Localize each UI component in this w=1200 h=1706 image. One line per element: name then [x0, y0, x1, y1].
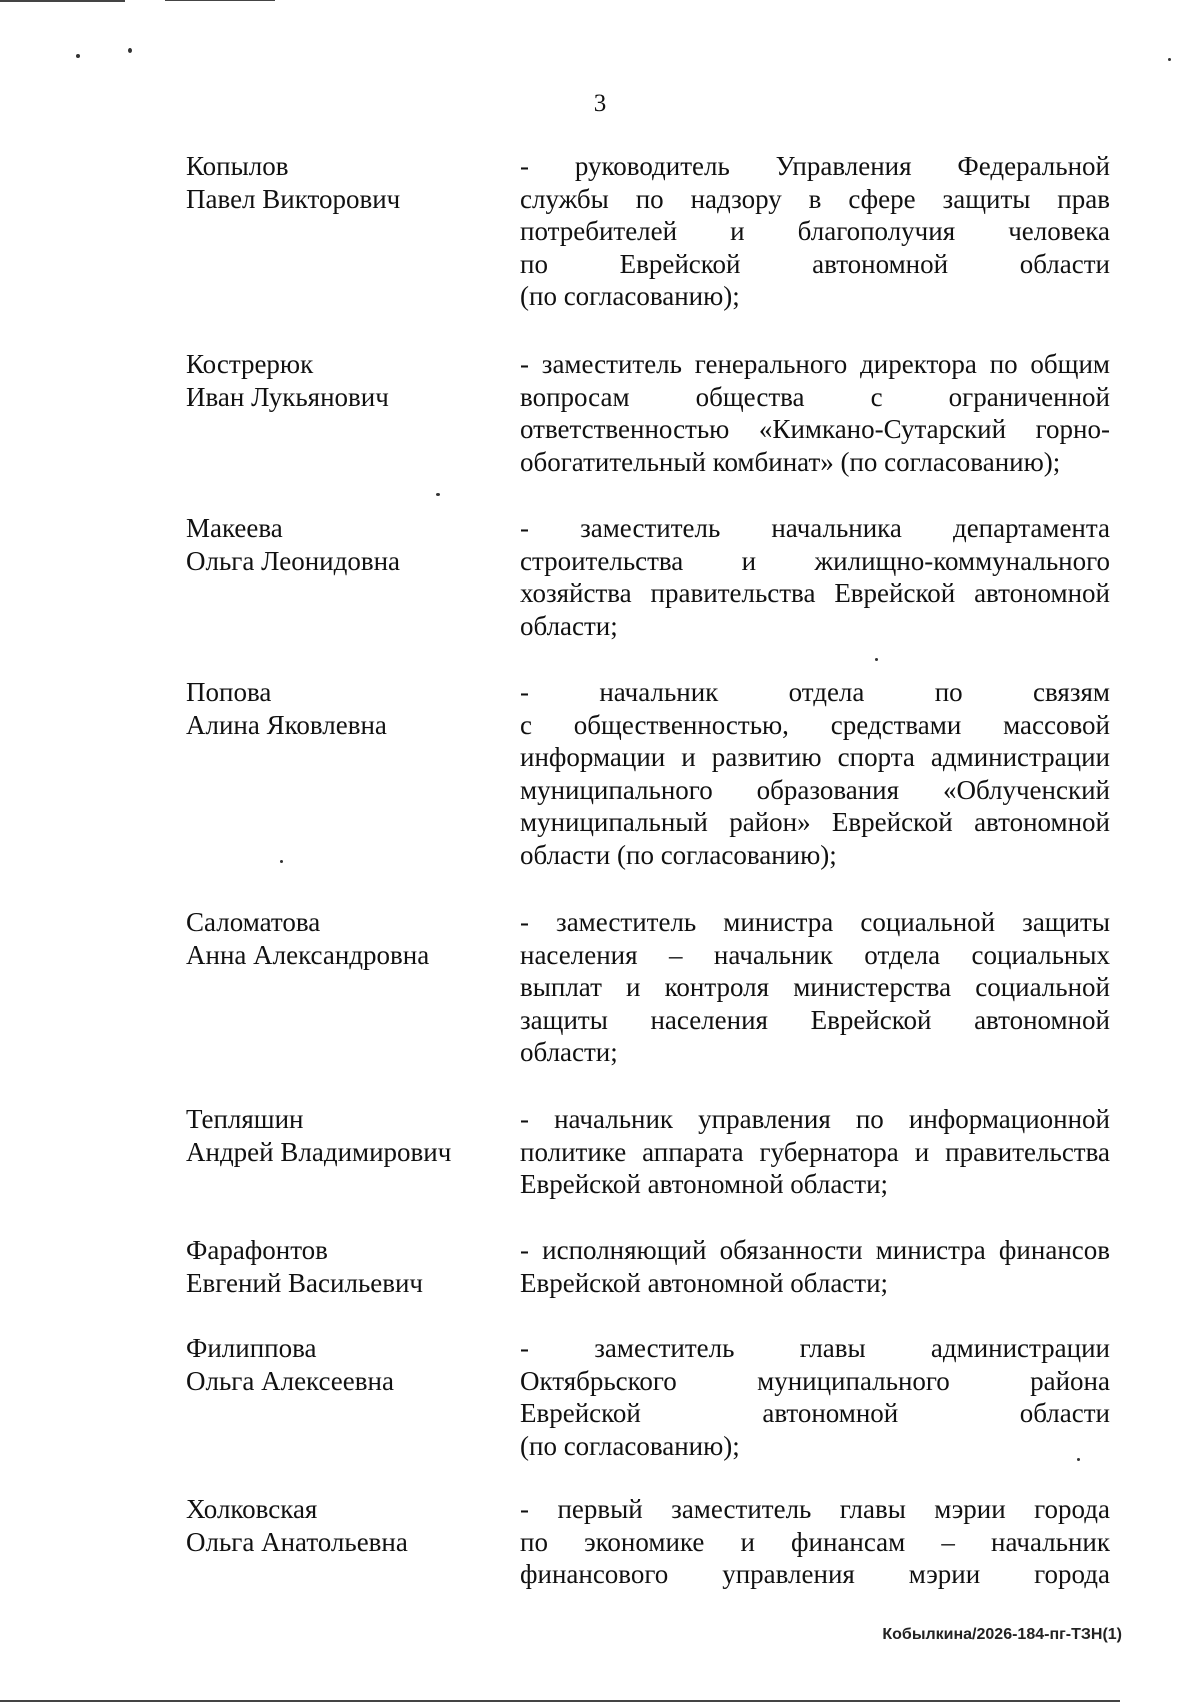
member-position: [520, 348, 1110, 478]
member-name: [186, 348, 486, 413]
member-position-line: с общественностью, средствами массовой: [520, 709, 1110, 740]
member-position: [520, 1493, 1110, 1591]
scan-edge-bottom: [0, 1700, 1120, 1702]
member-position-line: муниципальный район» Еврейской автономной: [520, 807, 1110, 837]
member-position-line: области;: [520, 1037, 618, 1067]
member-position-line: - начальник управления по информационной: [520, 1104, 1110, 1134]
member-position-line: (по согласованию);: [520, 1430, 740, 1461]
member-position-line: области (по согласованию);: [520, 839, 837, 870]
member-name-line: Андрей Владимирович: [186, 1136, 452, 1167]
member-name-line: Кострерюк: [186, 349, 314, 379]
member-position-line: - заместитель начальника департамента: [520, 513, 1110, 543]
member-position: [520, 512, 1110, 642]
member-name: [186, 1103, 486, 1168]
member-position-line: финансового управления мэрии города: [520, 1559, 1110, 1589]
member-position-line: по Еврейской автономной области: [520, 248, 1110, 279]
member-position-line: муниципального образования «Облученский: [520, 774, 1110, 805]
member-position-line: по экономике и финансам – начальник: [520, 1526, 1110, 1557]
scan-speck: [1168, 58, 1171, 61]
member-position: [520, 906, 1110, 1069]
member-position-line: - начальник отдела по связям: [520, 677, 1110, 707]
member-name-line: Павел Викторович: [186, 183, 401, 214]
member-name-line: Попова: [186, 677, 272, 707]
member-name-line: Евгений Васильевич: [186, 1267, 424, 1298]
scan-speck: [280, 860, 283, 863]
member-position-line: Еврейской автономной области;: [520, 1267, 889, 1298]
member-position-line: обогатительный комбинат» (по согласованию);: [520, 446, 1061, 477]
member-name-line: Филиппова: [186, 1333, 317, 1363]
member-position-line: хозяйства правительства Еврейской автономной: [520, 578, 1110, 608]
member-position-line: Еврейской автономной области: [520, 1398, 1110, 1428]
page-number: 3: [593, 90, 607, 117]
member-name: [186, 1332, 486, 1397]
member-name-line: Ольга Алексеевна: [186, 1365, 394, 1396]
member-name: [186, 1493, 486, 1558]
member-position-line: службы по надзору в сфере защиты прав: [520, 183, 1110, 214]
member-position-line: области;: [520, 610, 618, 641]
scan-edge-top-left: [0, 0, 125, 2]
member-name: [186, 1234, 486, 1299]
member-name-line: Тепляшин: [186, 1104, 304, 1134]
member-position-line: ответственностью «Кимкано-Сутарский горно-: [520, 414, 1110, 444]
member-name-line: Фарафонтов: [186, 1235, 328, 1265]
member-name: [186, 150, 486, 215]
member-name-line: Иван Лукьянович: [186, 381, 389, 412]
member-position-line: Октябрьского муниципального района: [520, 1365, 1110, 1396]
member-name-line: Ольга Леонидовна: [186, 545, 401, 576]
scan-speck: [436, 493, 440, 496]
member-position-line: - первый заместитель главы мэрии города: [520, 1494, 1110, 1524]
member-position-line: - заместитель главы администрации: [520, 1333, 1110, 1363]
member-position-line: (по согласованию);: [520, 281, 740, 311]
document-code: Кобылкина/2026-184-пг-ТЗН(1): [882, 1626, 1122, 1643]
member-position: [520, 150, 1110, 313]
member-name-line: Анна Александровна: [186, 939, 430, 970]
member-position-line: Еврейской автономной области;: [520, 1169, 889, 1199]
member-position-line: вопросам общества с ограниченной: [520, 381, 1110, 412]
member-position-line: - руководитель Управления Федеральной: [520, 151, 1110, 181]
scan-speck: [76, 54, 80, 58]
member-name-line: Макеева: [186, 513, 283, 543]
member-name-line: Алина Яковлевна: [186, 709, 387, 740]
member-position-line: - заместитель генерального директора по общим: [520, 349, 1110, 379]
member-name: [186, 676, 486, 741]
member-name-line: Копылов: [186, 151, 289, 181]
member-position: [520, 676, 1110, 871]
member-position-line: - исполняющий обязанности министра финансов: [520, 1235, 1110, 1265]
member-position: [520, 1234, 1110, 1299]
member-position-line: потребителей и благополучия человека: [520, 216, 1110, 246]
member-name: [186, 906, 486, 971]
member-position-line: информации и развитию спорта администрации: [520, 742, 1110, 772]
member-position-line: строительства и жилищно-коммунального: [520, 545, 1110, 576]
member-name: [186, 512, 486, 577]
member-position-line: - заместитель министра социальной защиты: [520, 907, 1110, 937]
member-position-line: выплат и контроля министерства социальной: [520, 972, 1110, 1002]
scan-edge-top-mid: [165, 0, 275, 1]
member-position-line: защиты населения Еврейской автономной: [520, 1004, 1110, 1035]
member-name-line: Ольга Анатольевна: [186, 1526, 408, 1557]
member-name-line: Саломатова: [186, 907, 321, 937]
member-position: [520, 1103, 1110, 1201]
member-name-line: Холковская: [186, 1494, 318, 1524]
scan-speck: [128, 48, 132, 53]
member-position-line: политике аппарата губернатора и правительства: [520, 1136, 1110, 1167]
scan-speck: [875, 658, 878, 661]
member-position-line: населения – начальник отдела социальных: [520, 939, 1110, 970]
member-position: [520, 1332, 1110, 1462]
